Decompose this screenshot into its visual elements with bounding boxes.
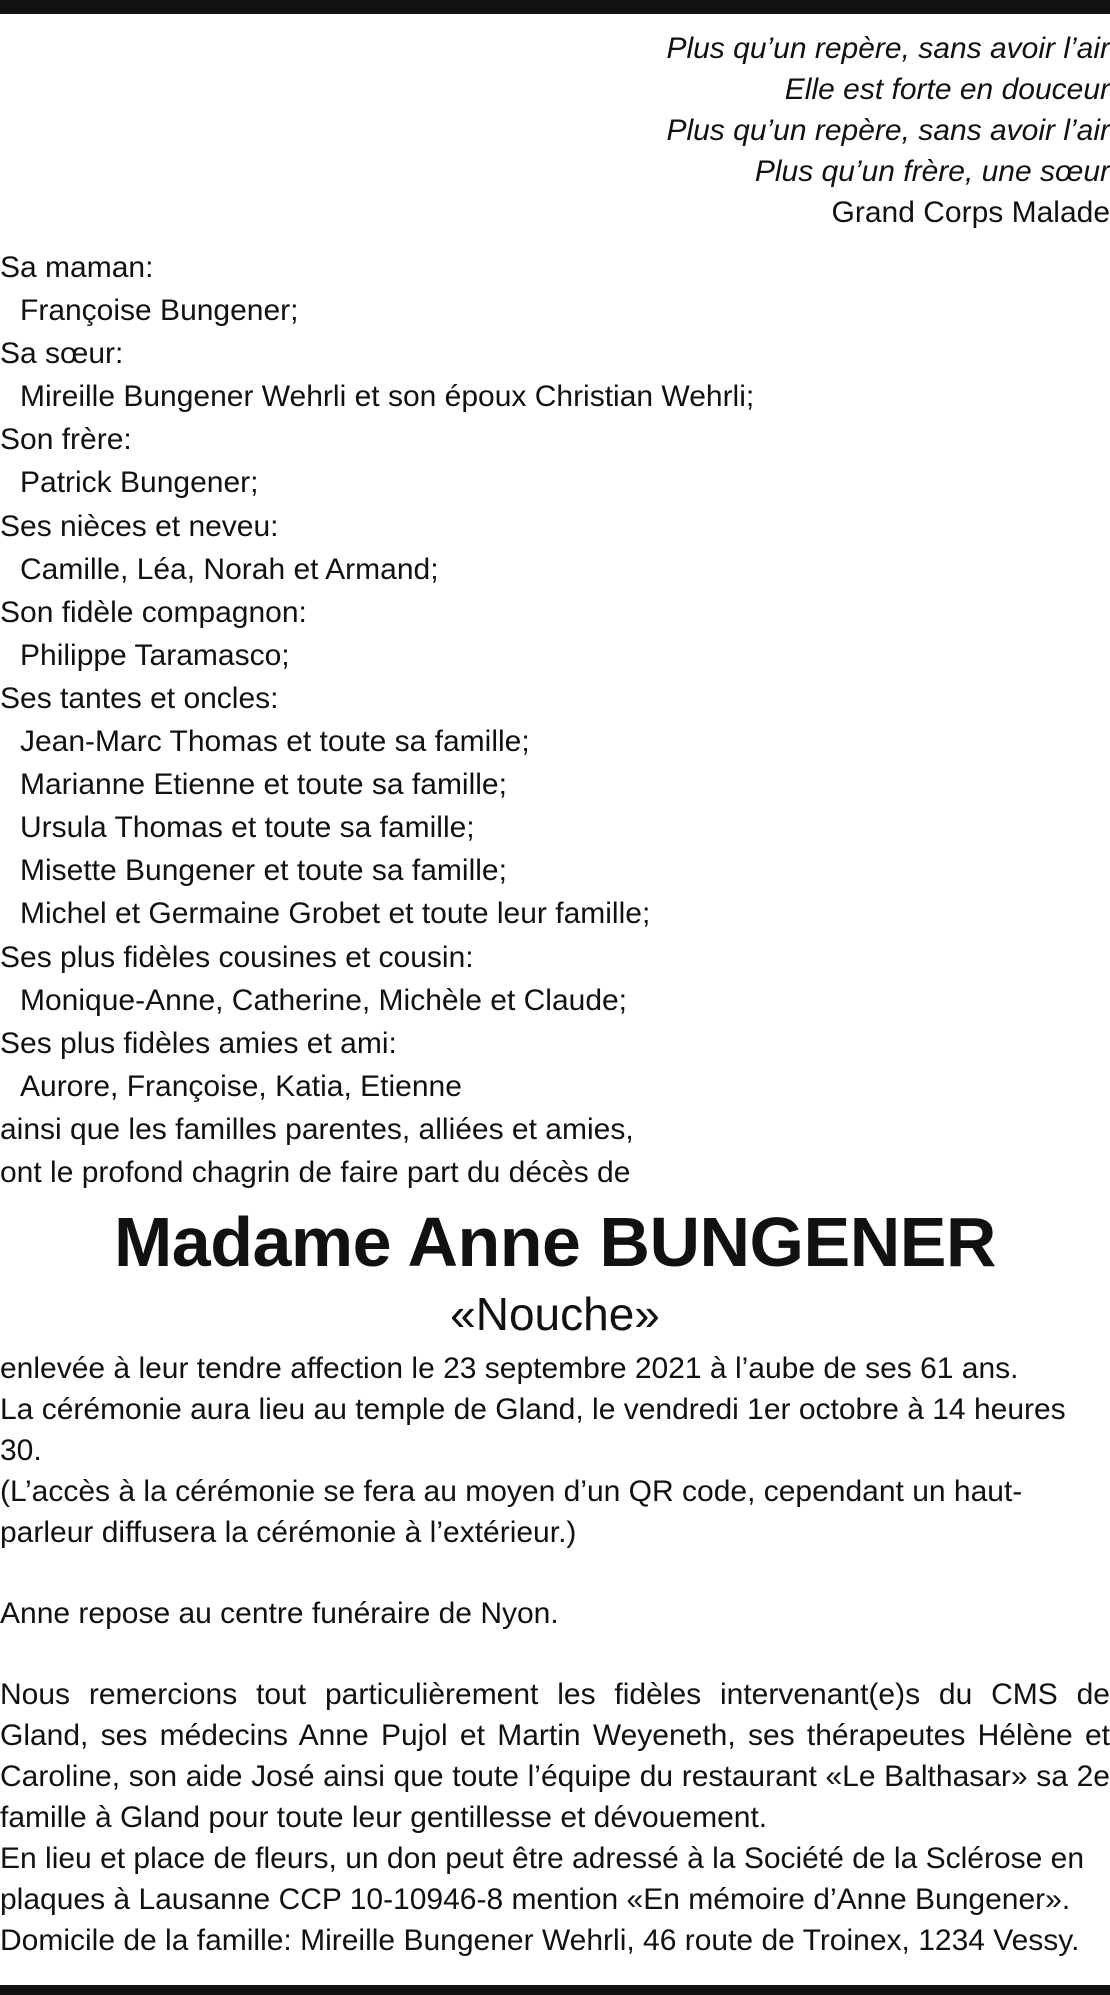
deceased-nickname: «Nouche» — [450, 1288, 660, 1341]
quote-author: Grand Corps Malade — [831, 196, 1110, 229]
notice-body — [0, 1348, 1110, 1961]
obituary-notice — [0, 28, 1110, 1961]
quote-line: Elle est forte en douceur — [784, 73, 1110, 106]
family-name: Patrick Bungener; — [20, 466, 259, 500]
departure-text: enlevée à leur tendre affection le 23 septembre 2021 à l’aube de ses 61 ans. — [0, 1352, 1019, 1386]
donation-text: En lieu et place de fleurs, un don peut être adressé à la Société de la Sclérose en plaques à Lausanne CCP 10-10946-8 mention «En mémoire d’Anne Bungener». — [0, 1842, 1085, 1917]
family-name: Monique-Anne, Catherine, Michèle et Claude; — [20, 983, 628, 1017]
family-name: Aurore, Françoise, Katia, Etienne — [20, 1069, 462, 1103]
family-role: Ses nièces et neveu: — [0, 509, 279, 543]
rest-text: Anne repose au centre funéraire de Nyon. — [0, 1597, 559, 1631]
family-role: Ses tantes et oncles: — [0, 681, 279, 715]
closing-line: ainsi que les familles parentes, alliées et amies, — [0, 1112, 634, 1146]
family-role: Ses plus fidèles amies et ami: — [0, 1026, 397, 1060]
family-role: Sa sœur: — [0, 337, 124, 371]
family-role: Ses plus fidèles cousines et cousin: — [0, 940, 474, 974]
family-name: Michel et Germaine Grobet et toute leur famille; — [20, 897, 651, 931]
bottom-rule — [0, 1985, 1110, 1995]
spacer — [0, 1553, 1110, 1593]
quote-line: Plus qu’un frère, une sœur — [754, 155, 1110, 188]
thanks-text: Nous remercions tout particulièrement les fidèles intervenant(e)s du CMS de Gland, ses médecins Anne Pujol et Martin Weyeneth, ses thérapeutes Hélène et Caroline, son aide José ainsi que toute l’équipe du restaurant «Le Balthasar» sa 2e famille à Gland pour toute leur gentillesse et dévouement. — [0, 1678, 1110, 1835]
address-text: Domicile de la famille: Mireille Bungener Wehrli, 46 route de Troinex, 1234 Vessy. — [0, 1924, 1080, 1958]
family-name: Marianne Etienne et toute sa famille; — [20, 768, 507, 802]
quote-line: Plus qu’un repère, sans avoir l’air — [666, 114, 1110, 147]
epigraph-quote — [0, 28, 1110, 233]
family-name: Misette Bungener et toute sa famille; — [20, 854, 507, 888]
family-name: Jean-Marc Thomas et toute sa famille; — [20, 725, 530, 759]
family-name: Camille, Léa, Norah et Armand; — [20, 552, 439, 586]
deceased-name: Madame Anne BUNGENER — [114, 1203, 996, 1282]
family-role: Son frère: — [0, 423, 132, 457]
top-rule — [0, 0, 1110, 14]
family-list — [0, 246, 1110, 1194]
spacer — [0, 1634, 1110, 1674]
family-name: Mireille Bungener Wehrli et son époux Christian Wehrli; — [20, 380, 755, 414]
family-name: Ursula Thomas et toute sa famille; — [20, 811, 475, 845]
ceremony-text: La cérémonie aura lieu au temple de Gland, le vendredi 1er octobre à 14 heures 30. — [0, 1393, 1066, 1468]
quote-line: Plus qu’un repère, sans avoir l’air — [666, 32, 1110, 65]
family-role: Sa maman: — [0, 251, 154, 284]
access-text: (L’accès à la cérémonie se fera au moyen d’un QR code, cependant un haut-parleur diffusera la cérémonie à l’extérieur.) — [0, 1475, 1023, 1550]
family-role: Son fidèle compagnon: — [0, 595, 307, 629]
closing-line: ont le profond chagrin de faire part du décès de — [0, 1155, 631, 1189]
family-name: Philippe Taramasco; — [20, 638, 290, 672]
family-name: Françoise Bungener; — [20, 294, 299, 328]
